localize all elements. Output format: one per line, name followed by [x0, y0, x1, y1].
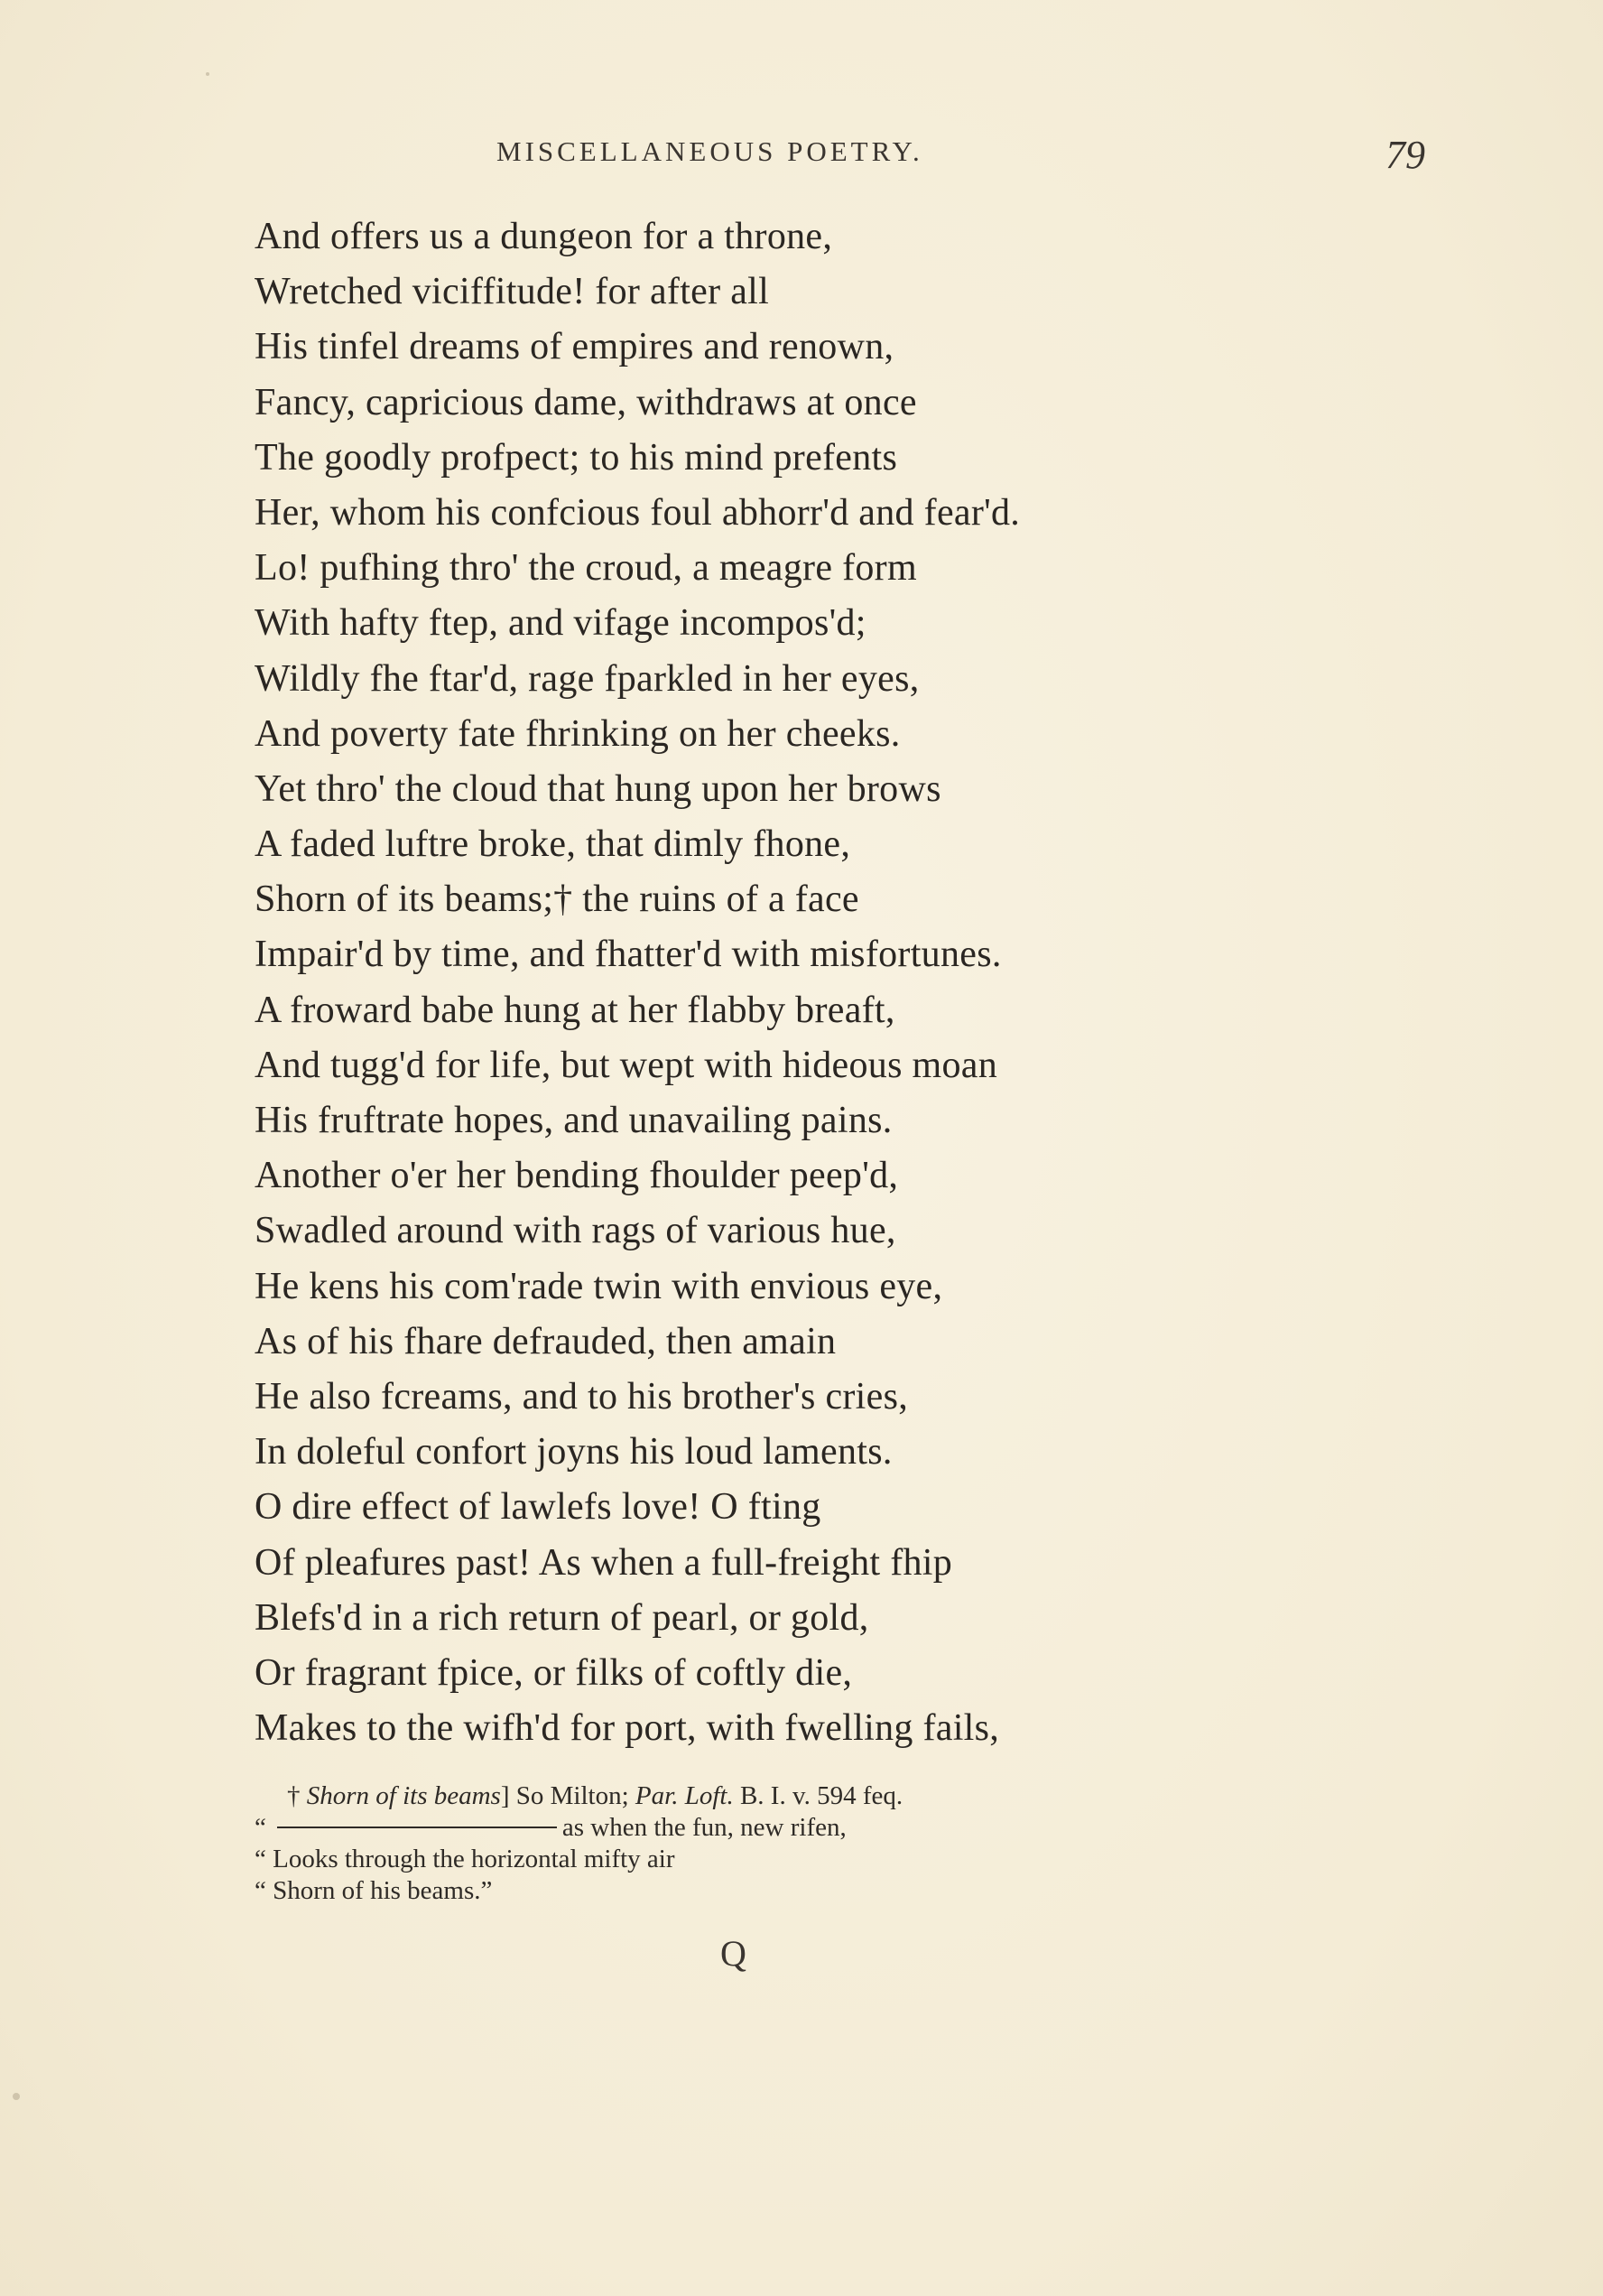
footnote-marker: †	[287, 1781, 301, 1810]
verse-line: A froward babe hung at her flabby breaft,	[255, 989, 895, 1031]
verse-line: Another o'er her bending fhoulder peep'd,	[255, 1155, 899, 1197]
signature-mark: Q	[720, 1933, 746, 1974]
footnote-reference: Shorn of its beams	[306, 1781, 501, 1810]
verse-line: As of his fhare defrauded, then amain	[255, 1320, 837, 1362]
verse-line: And tugg'd for life, but wept with hideous moan	[255, 1044, 998, 1086]
running-head: MISCELLANEOUS POETRY.	[496, 135, 923, 167]
footnote-source-post: B. I. v. 594 feq.	[739, 1781, 903, 1810]
verse-line: His fruftrate hopes, and unavailing pains.	[255, 1100, 893, 1141]
footnote-quote-line: Looks through the horizontal mifty air	[273, 1845, 675, 1873]
verse-line: Wildly fhe ftar'd, rage fparkled in her eyes,	[255, 657, 920, 700]
paper-speck	[206, 72, 209, 76]
footnote-line	[255, 1875, 1274, 1907]
verse-line: The goodly profpect; to his mind prefents	[255, 436, 898, 479]
verse-line: A faded luftre broke, that dimly fhone,	[255, 823, 851, 866]
paper-speck	[13, 2093, 20, 2100]
verse-line: Shorn of its beams;† the ruins of a face	[255, 878, 859, 921]
footnote-ellipsis-rule	[277, 1827, 557, 1828]
footnote-quote-line: as when the fun, new rifen,	[561, 1813, 847, 1842]
verse-line: Her, whom his confcious foul abhorr'd and fear'd.	[255, 491, 1021, 534]
footnote-line	[255, 1812, 1274, 1844]
footnote-quote-mark: “	[255, 1845, 266, 1873]
verse-line: He also fcreams, and to his brother's cries,	[255, 1375, 909, 1418]
verse-line: And offers us a dungeon for a throne,	[255, 216, 833, 257]
footnote-source-pre: So Milton;	[515, 1781, 629, 1810]
verse-line: Or fragrant fpice, or filks of coftly die,	[255, 1651, 853, 1694]
footnote-block	[255, 1780, 1274, 1907]
verse-line: Fancy, capricious dame, withdraws at once	[255, 381, 917, 423]
verse-line: His tinfel dreams of empires and renown,	[255, 326, 894, 368]
verse-block	[255, 209, 1283, 1756]
footnote-quote-mark: “	[255, 1813, 266, 1842]
verse-line: In doleful confort joyns his loud laments.	[255, 1431, 893, 1473]
footnote-reference-bracket: ]	[500, 1781, 510, 1810]
verse-line: Yet thro' the cloud that hung upon her brows	[255, 767, 941, 810]
verse-line: Swadled around with rags of various hue,	[255, 1210, 896, 1252]
verse-line: Of pleafures past! As when a full-freight fhip	[255, 1541, 953, 1584]
verse-line: Blefs'd in a rich return of pearl, or gold,	[255, 1596, 869, 1639]
verse-line: Lo! pufhing thro' the croud, a meagre form	[255, 547, 917, 590]
footnote-line	[255, 1780, 1274, 1812]
verse-line: Makes to the wifh'd for port, with fwelling fails,	[255, 1707, 1000, 1750]
verse-line: O dire effect of lawlefs love! O fting	[255, 1486, 821, 1529]
footnote-quote-line: Shorn of his beams.”	[273, 1876, 493, 1905]
verse-line: He kens his com'rade twin with envious eye,	[255, 1265, 943, 1307]
page-number: 79	[1385, 133, 1425, 177]
footnote-quote-mark: “	[255, 1876, 266, 1905]
verse-line: With hafty ftep, and vifage incompos'd;	[255, 602, 866, 645]
verse-line: And poverty fate fhrinking on her cheeks.	[255, 712, 901, 755]
verse-line: Impair'd by time, and fhatter'd with misfortunes.	[255, 934, 1002, 976]
verse-line: Wretched viciffitude! for after all	[255, 271, 770, 313]
footnote-line	[255, 1844, 1274, 1875]
footnote-source-title: Par. Loft.	[635, 1781, 734, 1810]
